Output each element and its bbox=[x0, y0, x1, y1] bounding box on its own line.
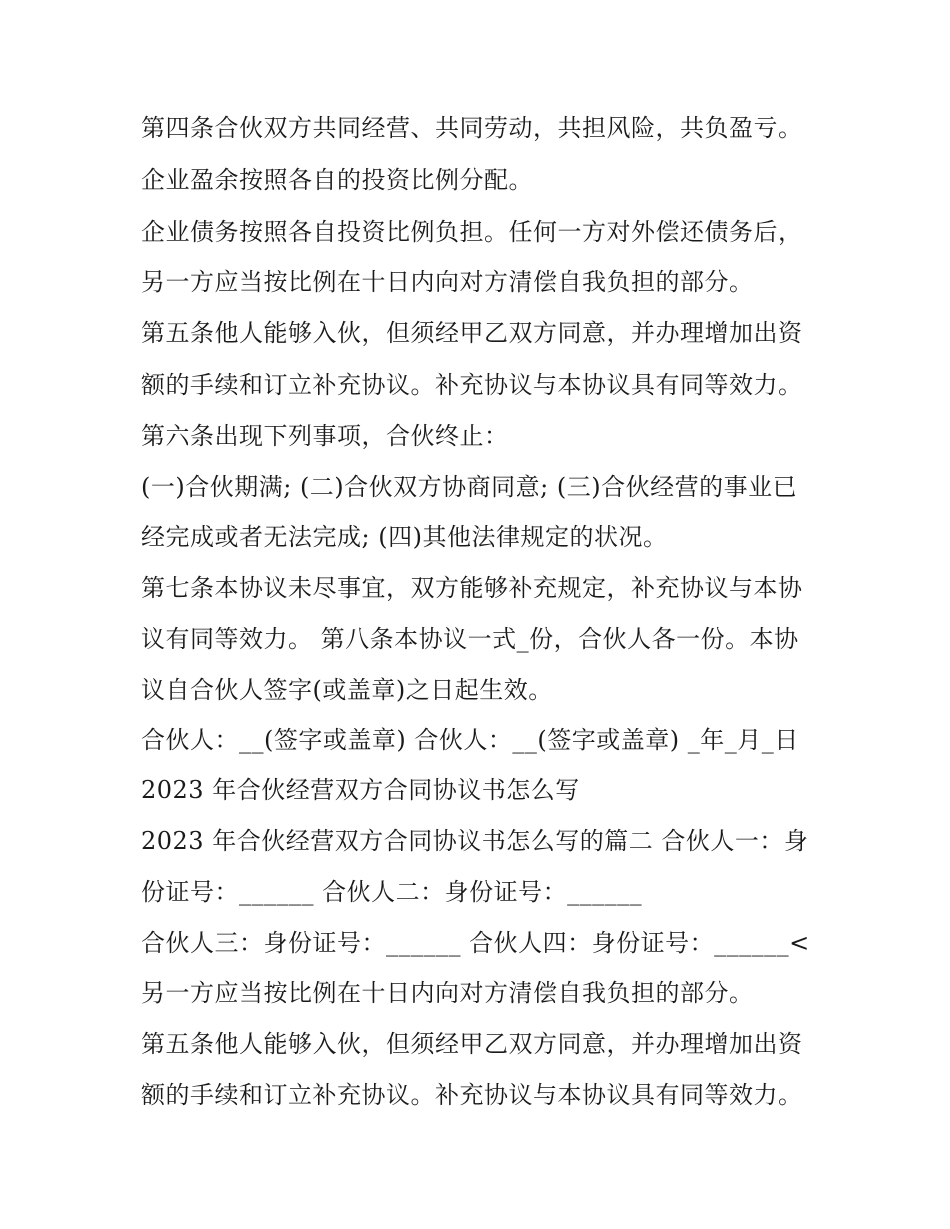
text-line: 经完成或者无法完成; (四)其他法律规定的状况。 bbox=[141, 523, 668, 551]
text-line: 另一方应当按比例在十日内向对方清偿自我负担的部分。 bbox=[141, 268, 754, 296]
text-line: 议自合伙人签字(或盖章)之日起生效。 bbox=[141, 676, 553, 704]
text-line: 合伙人：__(签字或盖章) 合伙人：__(签字或盖章) _年_月_日 bbox=[141, 726, 799, 754]
text-line: 企业债务按照各自投资比例负担。任何一方对外偿还债务后， bbox=[141, 218, 803, 246]
text-line: 额的手续和订立补充协议。补充协议与本协议具有同等效力。 bbox=[141, 1081, 803, 1109]
heading-line: 2023 年合伙经营双方合同协议书怎么写 bbox=[141, 776, 580, 804]
text-line: 合伙人三：身份证号：______ 合伙人四：身份证号：______< bbox=[141, 929, 810, 957]
text-line: 第七条本协议未尽事宜，双方能够补充规定，补充协议与本协 bbox=[141, 574, 803, 602]
text-line: 额的手续和订立补充协议。补充协议与本协议具有同等效力。 bbox=[141, 371, 803, 399]
text-line: 企业盈余按照各自的投资比例分配。 bbox=[141, 166, 533, 194]
text-line: 另一方应当按比例在十日内向对方清偿自我负担的部分。 bbox=[141, 979, 754, 1007]
text-line: 第五条他人能够入伙，但须经甲乙双方同意，并办理增加出资 bbox=[141, 319, 803, 347]
text-line: 第四条合伙双方共同经营、共同劳动，共担风险，共负盈亏。 bbox=[141, 114, 803, 142]
text-line: 第五条他人能够入伙，但须经甲乙双方同意，并办理增加出资 bbox=[141, 1030, 803, 1058]
text-line: 2023 年合伙经营双方合同协议书怎么写的篇二 合伙人一：身 bbox=[141, 827, 809, 855]
text-line: 份证号：______ 合伙人二：身份证号：______ bbox=[141, 878, 643, 906]
text-line: 第六条出现下列事项，合伙终止： bbox=[141, 422, 509, 450]
text-line: 议有同等效力。 第八条本协议一式_份，合伙人各一份。本协 bbox=[141, 625, 799, 653]
text-line: (一)合伙期满; (二)合伙双方协商同意; (三)合伙经营的事业已 bbox=[141, 473, 798, 501]
